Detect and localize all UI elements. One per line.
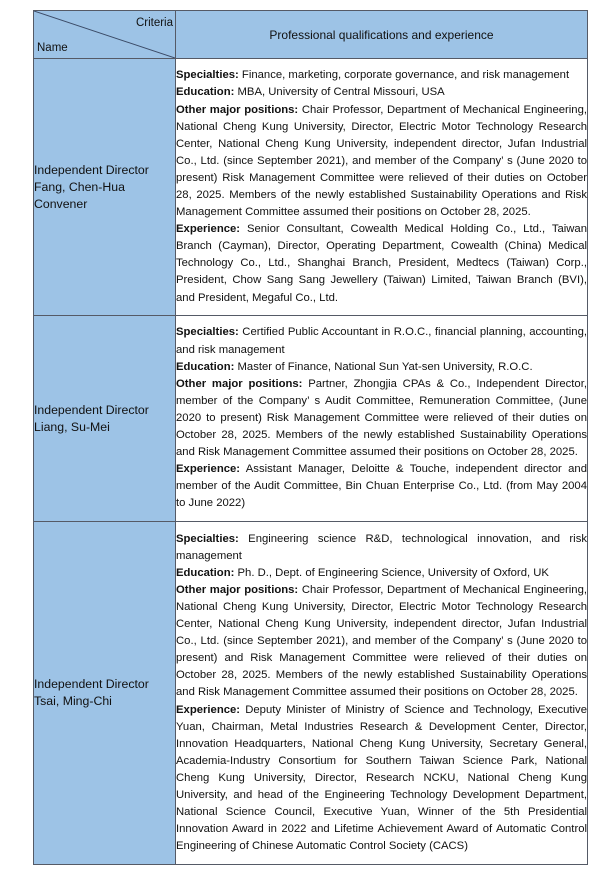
- experience: Experience: Assistant Manager, Deloitte & Touche, independent director and member of the Audit Committee, Bin Chuan Enterprise Co., Ltd. (from May 2004 to June 2022): [176, 463, 587, 510]
- other-positions: Other major positions: Chair Professor, Department of Mechanical Engineering, National Cheng Kung University, Director, Electric Motor Technology Research Center, National Cheng Kung University, independent director, Jufan Industrial Co., Ltd. (since September 2021), and member of the Company’ s (June 2020 to present) Risk Management Committee were relieved of their duties on October 28, 2025. Members of the newly established Sustainability Operations and Risk Management Committee assumed their positions on October 28, 2025.: [176, 103, 587, 219]
- table-row: [34, 59, 588, 316]
- education: Education: Master of Finance, National Sun Yat-sen University, R.O.C.: [176, 360, 533, 373]
- education: Education: Ph. D., Dept. of Engineering Science, University of Oxford, UK: [176, 566, 549, 579]
- director-name-cell: [34, 522, 176, 865]
- header-row: [34, 11, 588, 59]
- criteria-label: Criteria: [135, 17, 173, 29]
- director-name: Fang, Chen-Hua: [34, 179, 125, 194]
- table-row: [34, 316, 588, 522]
- other-positions: Other major positions: Chair Professor, Department of Mechanical Engineering, National Cheng Kung University, Director, Electric Motor Technology Research Center, National Cheng Kung University, independent director, Jufan Industrial Co., Ltd. (since September 2021), and member of the Company’ s (June 2020 to present) and Risk Management Committee were relieved of their duties on October 28, 2025. Members of the newly established Sustainability Operations and Risk Management Committee assumed their positions on October 28, 2025.: [176, 583, 587, 699]
- director-qualifications-table: [33, 10, 588, 865]
- education: Education: MBA, University of Central Missouri, USA: [176, 86, 445, 99]
- specialties: Specialties: Finance, marketing, corporate governance, and risk management: [176, 69, 570, 82]
- director-name: Liang, Su-Mei: [34, 419, 110, 434]
- specialties: Specialties: Certified Public Accountant in R.O.C., financial planning, accounting, and risk management: [176, 326, 587, 356]
- name-label: Name: [37, 42, 68, 54]
- experience: Experience: Deputy Minister of Ministry of Science and Technology, Executive Yuan, Chairman, Metal Industries Research & Development Center, Director, Innovation Headquarters, National Cheng Kung University, Secretary General, Academia-Industry Consortium for Southern Taiwan Science Park, National Cheng Kung University, Director, Research NCKU, National Cheng Kung University, and head of the Engineering Technology Development Department, National Science Council, Executive Yuan, Winner of the 5th Presidential Innovation Award in 2022 and Lifetime Achievement Award of Automatic Control Engineering of Chinese Automatic Control Society (CACS): [176, 703, 587, 853]
- director-title: Independent Director: [34, 402, 149, 417]
- qualifications-cell: [176, 316, 588, 522]
- specialties: Specialties: Engineering science R&D, technological innovation, and risk management: [176, 532, 587, 562]
- director-name-cell: [34, 59, 176, 316]
- director-title: Independent Director: [34, 677, 149, 691]
- director-name-cell: [34, 316, 176, 522]
- director-role: Convener: [34, 196, 88, 211]
- column-title: Professional qualifications and experience: [176, 11, 588, 59]
- qualifications-cell: [176, 522, 588, 865]
- director-name: Tsai, Ming-Chi: [34, 694, 112, 708]
- table-row: [34, 522, 588, 865]
- qualifications-cell: [176, 59, 588, 316]
- other-positions: Other major positions: Partner, Zhongjia CPAs & Co., Independent Director, member of the Company’ s Audit Committee, Remuneration Committee, (June 2020 to present) Risk Management Committee were relieved of their duties on October 28, 2025. Members of the newly established Sustainability Operations and Risk Management Committee assumed their positions on October 28, 2025.: [176, 377, 587, 459]
- corner-header-cell: [34, 11, 176, 59]
- director-title: Independent Director: [34, 162, 149, 177]
- experience: Experience: Senior Consultant, Cowealth Medical Holding Co., Ltd., Taiwan Branch (Cayman), Director, Operating Department, Cowealth (China) Medical Technology Co., Ltd., Shanghai Branch, President, Medtecs (Taiwan) Corp., President, Chow Sang Sang Jewellery (Taiwan) Limited, Taiwan Branch (BVI), and President, Megaful Co., Ltd.: [176, 223, 587, 304]
